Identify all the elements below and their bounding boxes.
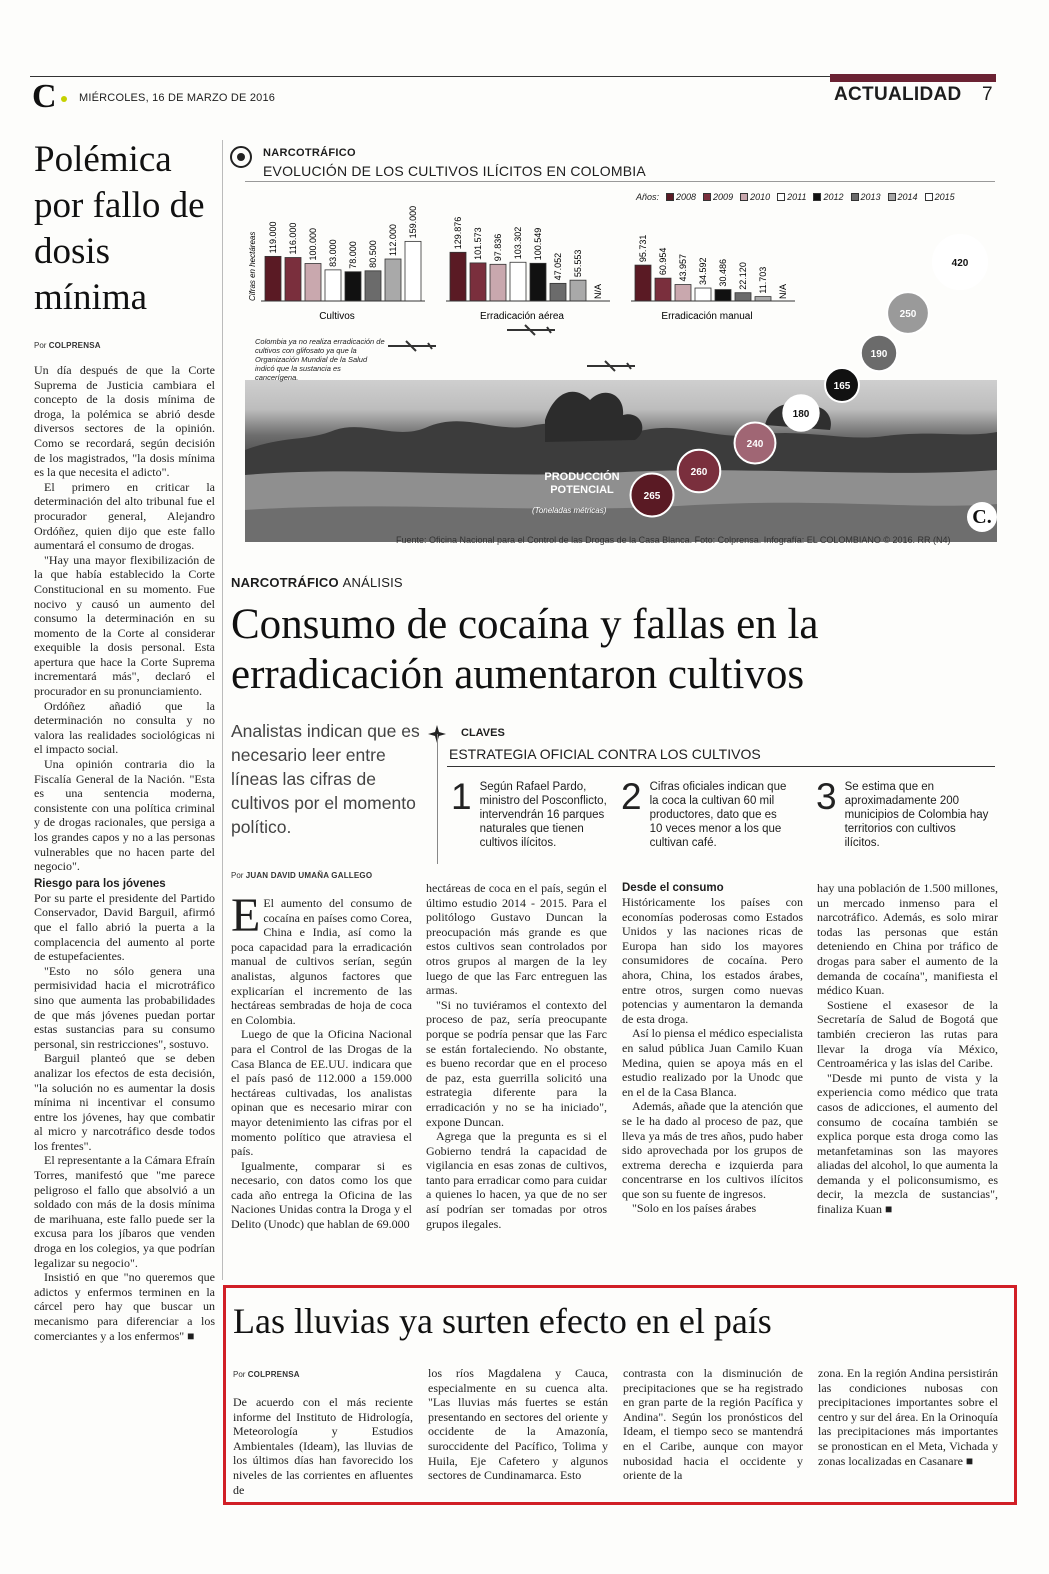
legend-label-text: 2013 <box>860 192 881 202</box>
bar-value-label: 47.052 <box>553 252 563 281</box>
bar-Cultivos-2014 <box>385 259 401 301</box>
col3-subhead: Desde el consumo <box>622 882 724 894</box>
bar-value-label: 95.731 <box>638 234 648 263</box>
main-article-col-4 <box>817 881 998 1217</box>
section-bar <box>830 74 996 82</box>
bar-Erradicación manual-2014 <box>755 297 771 301</box>
legend-label: Años: <box>636 192 660 202</box>
clave-text: Según Rafael Pardo, ministro del Posconflicto, intervendrán 16 parques naturales que tienen cultivos ilícitos. <box>479 781 607 849</box>
main-article-byline: Por JUAN DAVID UMAÑA GALLEGO <box>231 871 373 880</box>
header-date: MIÉRCOLES, 16 DE MARZO DE 2016 <box>79 92 276 104</box>
paragraph: hay una población de 1.500 millones, un mercado inmenso para el narcotráfico. Además, es solo mirar todas las personas que están deteniendo en China por tráfico de drogas para saber el aumento de la demanda de cocaína", manifiesta el médico Kuan. <box>817 881 998 998</box>
newspaper-logo: C <box>32 78 57 115</box>
paragraph: El primero en criticar la determinación del alto tribunal fue el procurador general, Alejandro Ordóñez, quien dijo que este fallo aumentará el consumo de drogas. <box>34 479 215 553</box>
bar-value-label: 78.000 <box>348 241 358 269</box>
bar-value-label: 34.592 <box>698 257 708 286</box>
bar-Erradicación manual-2010 <box>675 285 691 301</box>
clave-item-2 <box>621 777 790 850</box>
infographic-rule <box>245 181 995 182</box>
main-article-kicker: NARCOTRÁFICO ANÁLISIS <box>231 575 403 590</box>
production-value-label: 420 <box>951 258 969 269</box>
claves-rule <box>447 766 995 767</box>
production-value-label: 250 <box>899 309 917 320</box>
left-article-subhead: Riesgo para los jóvenes <box>34 877 166 890</box>
drop-cap: E <box>231 889 261 942</box>
bar-Erradicación aérea-2011 <box>510 262 526 301</box>
bar-value-label: 100.549 <box>533 227 543 261</box>
paragraph: "Si no tuviéramos el contexto del proceso de paz, sería preocupante porque se podría pensar que las Farc se están fortaleciendo. No obstante, es bueno recordar que en el proceso de paz, esta guerrilla solicitó una estrategia diferente para la erradicación y no se ha iniciado", expone Duncan. <box>426 997 607 1129</box>
paragraph: Un día después de que la Corte Suprema de Justicia cambiara el concepto de la dosis mínima de droga, la polémica se abrió desde diversos sectores de la opinión. Como se recordará, según decisión de los magistrados, "la dosis mínima es la que necesita el adicto". <box>34 363 215 480</box>
rain-col-1: De acuerdo con el más reciente informe del Instituto de Hidrología, Meteorología y Estudios Ambientales (Ideam), las lluvias de los últimos días han favorecido los niveles de las corrientes en afluentes de <box>233 1395 413 1497</box>
bar-Erradicación manual-2009 <box>655 278 671 301</box>
paragraph: Insistió en que "no queremos que adictos y enfermos terminen en la cárcel pero hay que buscar un mecanismo para diferenciar a los comerciantes y a los enfermos" ■ <box>34 1270 215 1343</box>
paragraph: E El aumento del consumo de cocaína en países como Corea, China e India, así como la poca capacidad para la erradicación manual de cultivos serían, según analistas, algunos factores que explicarían el incremento de las hectáreas sembradas de hoja de coca en Colombia. <box>231 889 412 1027</box>
infographic-title: EVOLUCIÓN DE LOS CULTIVOS ILÍCITOS EN COLOMBIA <box>263 163 646 179</box>
logo-dot-icon <box>61 96 67 102</box>
infographic-logo: C. <box>967 502 997 532</box>
production-value-label: 180 <box>792 409 810 420</box>
infographic-kicker: NARCOTRÁFICO <box>263 147 356 159</box>
paragraph: Además, añade que la atención que se le ha dado al proceso de paz, que lleva ya más de tres años, pudo haber sido aprovechada por los grupos de extrema derecha e izquierda para concentrarse en los cultivos ilícitos que son su fuente de ingresos. <box>622 1099 803 1201</box>
main-article-col-2 <box>426 881 607 1231</box>
paragraph: El representante a la Cámara Efraín Torres, manifestó que "me parece peligroso el fallo que absolvió a un soldado con más de la dosis mínima de marihuana, este fallo puede ser la excusa para los jíbaros que venden droga en los colegios, ya que podrían legalizar su negocio". <box>34 1153 215 1270</box>
paragraph: "Hay una mayor flexibilización de la que había establecido la Corte Constitucional en su momento. Fue nocivo y causó un aumento del consumo la determinación en su momento de la Corte al considerar exequible la dosis personal. Esta apertura que hace la Corte Suprema incrementará más", declaró el procurador en su pronunciamiento. <box>34 552 215 699</box>
main-article-deck: Analistas indican que es necesario leer entre líneas las cifras de cultivos por el momento político. <box>231 721 420 837</box>
left-article-byline: Por COLPRENSA <box>34 341 101 350</box>
left-article-body <box>34 363 215 1343</box>
bar-Cultivos-2008 <box>265 256 281 301</box>
bar-value-label: 97.836 <box>493 233 503 262</box>
main-article-col-1 <box>231 889 412 1232</box>
section-name: ACTUALIDAD <box>834 84 962 105</box>
production-value-label: 165 <box>833 381 851 392</box>
bar-Erradicación manual-2012 <box>715 290 731 301</box>
clave-text: Cifras oficiales indican que la coca la cultivan 60 mil productores, dato que es 10 veces menor a los que cultivan café. <box>649 781 787 849</box>
bar-value-label: 119.000 <box>268 221 278 254</box>
bar-value-label: 116.000 <box>288 222 298 255</box>
paragraph: Agrega que la pregunta es si el Gobierno tendrá la capacidad de vigilancia en esas zonas de cultivos, tanto para erradicar como para cuidar a quienes lo hacen, ya que de no ser así podrían ser tomadas por otros grupos ilegales. <box>426 1129 607 1231</box>
claves-kicker: CLAVES <box>461 727 505 739</box>
column-rule <box>222 140 223 1280</box>
bar-value-label: N/A <box>593 283 603 299</box>
bar-value-label: 43.957 <box>678 253 688 282</box>
paragraph: Por su parte el presidente del Partido Conservador, David Barguil, afirmó que el fallo abrió la puerta a la complacencia del aumento al porte de estupefacientes. <box>34 890 215 964</box>
bar-value-label: 159.000 <box>408 205 418 239</box>
bar-Erradicación aérea-2012 <box>530 263 546 301</box>
paragraph: "Desde mi punto de vista y la experiencia como médico que trata casos de adicciones, el aumento del consumo de cocaína también se explica porque esta droga como las metanfetaminas son las mayores aliadas del alcohol, lo que aumenta la demanda y el policonsumismo, es decir, la mezcla de sustancias", finaliza Kuan ■ <box>817 1070 998 1217</box>
narcotrafico-icon <box>230 146 252 168</box>
bar-value-label: 101.573 <box>473 227 483 260</box>
bar-Cultivos-2011 <box>325 270 341 301</box>
bar-Cultivos-2012 <box>345 272 361 301</box>
production-value-label: 190 <box>870 349 888 360</box>
paragraph: Luego de que la Oficina Nacional para el Control de las Drogas de la Casa Blanca de EE.UU. indicara que el país pasó de 112.000 a 159.000 hectáreas cultivadas, los analistas opinan que es necesario mirar con mayor detenimiento las cifras por el momento político que atraviesa el país. <box>231 1027 412 1159</box>
bar-Cultivos-2009 <box>285 258 301 302</box>
bar-Erradicación aérea-2014 <box>570 280 586 301</box>
bar-Cultivos-2013 <box>365 271 381 301</box>
bar-value-label: 83.000 <box>328 239 338 267</box>
paragraph: Ordóñez añadió que la determinación no consulta y no valora las realidades sociológicas ni el impacto social. <box>34 698 215 757</box>
claves-title: ESTRATEGIA OFICIAL CONTRA LOS CULTIVOS <box>449 746 761 762</box>
production-value-label: 260 <box>690 467 708 478</box>
bar-Erradicación aérea-2009 <box>470 263 486 301</box>
clave-item-3 <box>816 777 993 850</box>
rain-article-headline: Las lluvias ya surten efecto en el país <box>233 1301 772 1341</box>
bar-Cultivos-2010 <box>305 264 321 302</box>
production-value-label: 265 <box>643 491 661 502</box>
production-unit: (Toneladas métricas) <box>532 506 607 515</box>
clave-item-1 <box>451 777 612 850</box>
category-label: Cultivos <box>319 311 355 322</box>
paragraph: Sostiene el exasesor de la Secretaría de Salud de Bogotá que también crecieron las rutas para llevar la droga vía México, Centroamérica y las islas del Caribe. <box>817 997 998 1071</box>
legend-label-text: 2012 <box>823 192 844 202</box>
bar-Erradicación aérea-2008 <box>450 252 466 301</box>
clave-number: 3 <box>816 776 837 817</box>
category-label: Erradicación aérea <box>480 311 564 322</box>
bar-value-label: 129.876 <box>453 216 463 250</box>
page-number: 7 <box>982 84 993 105</box>
paragraph: Una opinión contraria dio la Fiscalía General de la Nación. "Esta es una sentencia moderna, consistente con una política criminal y de drogas racionales, que persiga a los grandes capos y no a las personas vulnerables que no hacen parte del negocio". <box>34 757 215 874</box>
production-value-label: 240 <box>746 439 764 450</box>
paragraph: Igualmente, comparar si es necesario, con datos como los que cada año entrega la Oficina de las Naciones Unidas contra la Droga y el Delito (Unodc) que hablan de 69.000 <box>231 1158 412 1232</box>
legend-label-text: 2011 <box>787 192 807 202</box>
category-label: Erradicación manual <box>661 311 753 322</box>
claves-divider <box>437 734 438 864</box>
main-article-headline: Consumo de cocaína y fallas en la erradicación aumentaron cultivos <box>231 601 819 698</box>
rain-article-byline: Por COLPRENSA <box>233 1370 300 1379</box>
legend-label-text: 2014 <box>897 192 918 202</box>
y-axis-label: Cifras en hectáreas <box>248 231 257 301</box>
legend-label-text: 2008 <box>676 192 697 202</box>
bar-value-label: 100.000 <box>308 227 318 261</box>
rain-col-4: zona. En la región Andina persistirán las condiciones nubosas con precipitaciones importantes sobre el centro y sur del área. En la Orinoquía las precipitaciones más importantes se pronostican en el Meta, Vichada y zonas localizadas en Casanare ■ <box>818 1366 998 1468</box>
bar-value-label: 60.954 <box>658 247 668 276</box>
legend-label-text: 2010 <box>750 192 771 202</box>
left-article-title: Polémica por fallo de dosis mínima <box>34 139 205 318</box>
bar-value-label: 22.120 <box>738 262 748 290</box>
cultivos-chart <box>245 195 1000 540</box>
paragraph: Históricamente los países con economías poderosas como Estados Unidos y las naciones ricas de Europa han sido los mayores consumidores de cocaína. Pero ahora, China, los estados árabes, entre otros, surgen como nuevas potencias y aumentaron la demanda de esta droga. <box>622 895 803 1026</box>
paragraph: "Solo en los países árabes <box>632 1201 757 1216</box>
bar-value-label: N/A <box>778 283 788 299</box>
rain-col-3: contrasta con la disminución de precipitaciones que se ha registrado en gran parte de la región Pacífica y Andina". Según los pronósticos del Ideam, el tiempo seco se mantendrá en el Caribe, aunque con mayor nubosidad hacia el occidente y oriente de la <box>623 1366 803 1483</box>
bar-Erradicación aérea-2013 <box>550 283 566 301</box>
bar-value-label: 80.500 <box>368 240 378 268</box>
bar-Erradicación aérea-2010 <box>490 264 506 301</box>
bar-Cultivos-2015 <box>405 241 421 301</box>
bar-Erradicación manual-2011 <box>695 288 711 301</box>
bar-value-label: 103.302 <box>513 226 523 260</box>
legend-label-text: 2009 <box>713 192 734 202</box>
bar-Erradicación manual-2013 <box>735 293 751 301</box>
bar-value-label: 11.703 <box>758 266 768 294</box>
paragraph: Así lo piensa el médico especialista en salud pública Juan Camilo Kuan Medina, quien se apoya más en el estudio realizado por la Unodc que en el de la Casa Blanca. <box>622 1026 803 1099</box>
clave-number: 2 <box>621 776 642 817</box>
bar-value-label: 55.553 <box>573 249 583 278</box>
glifosato-note: Colombia ya no realiza erradicación de cultivos con glifosato ya que la Organización Mundial de la Salud indicó que la sustancia es cancerígena. <box>255 337 385 382</box>
rain-col-2: los ríos Magdalena y Cauca, especialmente en su cuenca alta. "Las lluvias más fuertes se están presentando en sectores del oriente y occidente de la Amazonía, suroccidente del Pacífico, Tolima y Huila, Eje Cafetero y algunos sectores de Cundinamarca. Esto <box>428 1366 608 1483</box>
legend-label-text: 2015 <box>934 192 955 202</box>
bar-Erradicación manual-2008 <box>635 265 651 301</box>
paragraph: Barguil planteó que se deben analizar los efectos de esta decisión, "la solución no es aumentar la dosis mínima ni incentivar el consumo entre los jóvenes, hay que combatir al micro y narcotráfico desde todos los frentes". <box>34 1051 215 1153</box>
infographic-source: Fuente: Oficina Nacional para el Control de las Drogas de la Casa Blanca. Foto: Colprensa. Infografía: EL COLOMBIANO © 2016. RR (N4) <box>396 535 951 545</box>
bar-value-label: 30.486 <box>718 259 728 287</box>
bar-value-label: 112.000 <box>388 224 398 256</box>
main-article-col-3 <box>622 881 803 1216</box>
paragraph: "Esto no sólo genera una permisividad hacia el microtráfico sino que aumenta las probabilidades de que más jóvenes puedan portar estas sustancias para su consumo personal, sin restricciones", sostuvo. <box>34 963 215 1051</box>
production-label: PRODUCCIÓN POTENCIAL <box>544 471 620 496</box>
clave-text: Se estima que en aproximadamente 200 municipios de Colombia hay territorios con cultivos ilícitos. <box>844 781 989 849</box>
paragraph: hectáreas de coca en el país, según el último estudio 2014 - 2015. Para el politólogo Gustavo Duncan la preocupación más grande es que estos cultivos sean controlados por otros grupos al margen de la ley luego de que las Farc entreguen las armas. <box>426 881 607 998</box>
clave-number: 1 <box>451 776 472 817</box>
